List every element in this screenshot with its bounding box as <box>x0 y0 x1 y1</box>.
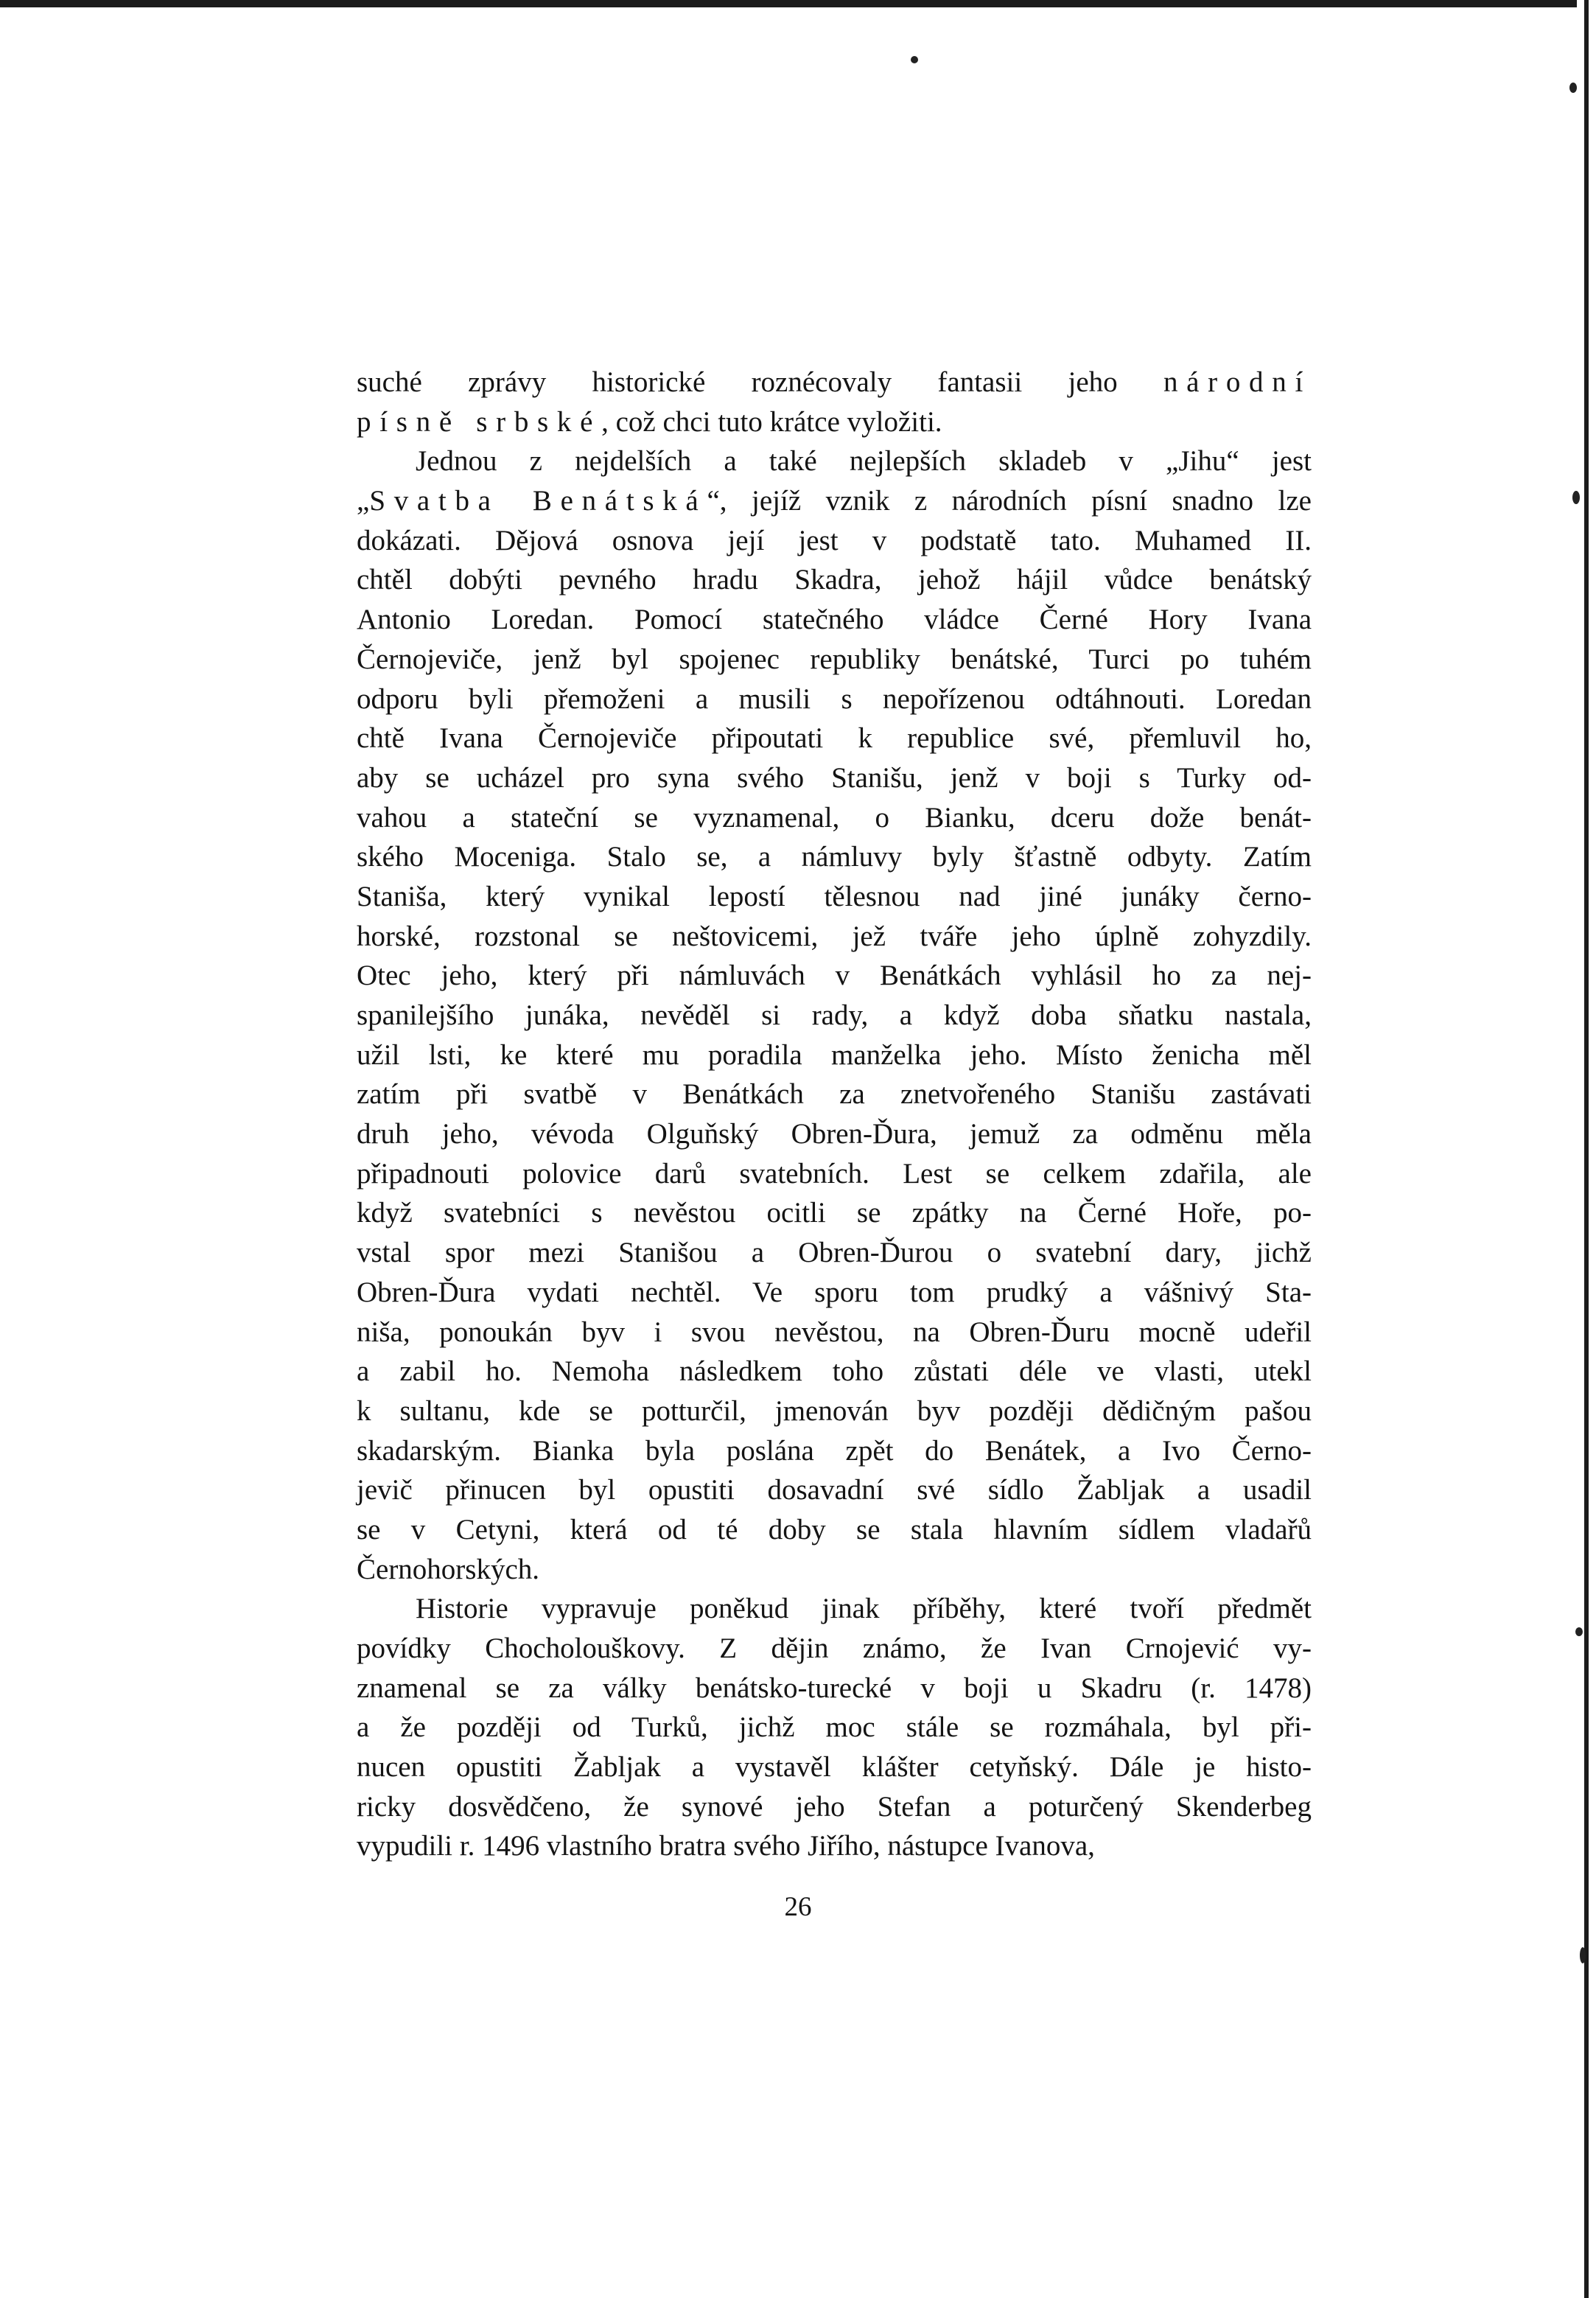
text-line <box>357 798 1312 838</box>
text-run: „ <box>357 485 370 517</box>
text-line <box>357 1193 1312 1233</box>
text-run: když svatebníci s nevěstou ocitli se zpátky na Černé Hoře, po- <box>357 1197 1312 1229</box>
text-run: vypudili r. 1496 vlastního bratra svého Jiřího, nástupce Ivanova, <box>357 1830 1095 1862</box>
scan-speck <box>1569 83 1577 93</box>
paragraph <box>357 363 1312 441</box>
text-run: spanilejšího junáka, nevěděl si rady, a když doba sňatku nastala, <box>357 999 1312 1031</box>
text-run: odporu byli přemoženi a musili s nepořízenou odtáhnouti. Loredan <box>357 682 1312 715</box>
text-line <box>357 521 1312 561</box>
text-run: Obren-Ďura vydati nechtěl. Ve sporu tom prudký a vášnivý Sta- <box>357 1276 1312 1308</box>
text-run: se v Cetyni, která od té doby se stala hlavním sídlem vladařů <box>357 1513 1312 1546</box>
text-run: k sultanu, kde se potturčil, jmenován byv později dědičným pašou <box>357 1394 1312 1427</box>
text-run: Historie vypravuje poněkud jinak příběhy, které tvoří předmět <box>416 1593 1312 1625</box>
text-run: “, jejíž vznik z národních písní snadno lze <box>707 485 1312 517</box>
page-number: 26 <box>784 1892 812 1922</box>
text-run: zatím při svatbě v Benátkách za znetvořeného Stanišu zastávati <box>357 1078 1312 1111</box>
text-run: povídky Chocholouškovy. Z dějin známo, že Ivan Crnojević vy- <box>357 1632 1312 1664</box>
body-text <box>357 363 1312 1866</box>
text-line <box>357 956 1312 996</box>
text-line <box>357 917 1312 957</box>
text-run: Černohorských. <box>357 1553 540 1585</box>
text-run: ského Moceniga. Stalo se, a námluvy byly šťastně odbyty. Zatím <box>357 841 1312 873</box>
text-run: nucen opustiti Žabljak a vystavěl klášter cetyňský. Dále je histo- <box>357 1751 1312 1784</box>
text-run: horské, rozstonal se neštovicemi, jež tváře jeho úplně zohyzdily. <box>357 920 1312 952</box>
text-run: suché zprávy historické roznécovaly fantasii jeho <box>357 366 1163 398</box>
text-run: vahou a stateční se vyznamenal, o Bianku, dceru dože benát- <box>357 801 1312 834</box>
text-run: chtě Ivana Černojeviče připoutati k republice své, přemluvil ho, <box>357 722 1312 755</box>
text-run: aby se ucházel pro syna svého Stanišu, jenž v boji s Turky od- <box>357 761 1312 794</box>
text-line <box>357 1669 1312 1708</box>
text-run: užil lsti, ke které mu poradila manželka jeho. Místo ženicha měl <box>357 1038 1312 1071</box>
text-run: chtěl dobýti pevného hradu Skadra, jehož hájil vůdce benátský <box>357 564 1312 596</box>
text-line <box>357 1510 1312 1550</box>
text-line <box>357 1075 1312 1114</box>
spaced-emphasis: písně srbské <box>357 405 602 438</box>
text-line <box>357 1787 1312 1827</box>
text-line <box>357 1233 1312 1273</box>
text-line <box>357 1629 1312 1669</box>
text-line <box>357 758 1312 798</box>
text-run: Černojeviče, jenž byl spojenec republiky benátské, Turci po tuhém <box>357 643 1312 675</box>
paragraph <box>357 1589 1312 1866</box>
text-run: Staniša, který vynikal lepostí tělesnou nad jiné junáky černo- <box>357 880 1312 912</box>
text-line <box>357 1470 1312 1510</box>
text-line <box>357 837 1312 877</box>
text-run: Otec jeho, který při námluvách v Benátkách vyhlásil ho za nej- <box>357 960 1312 992</box>
text-line <box>357 560 1312 600</box>
text-run: niša, ponoukán byv i svou nevěstou, na Obren-Ďuru mocně udeřil <box>357 1316 1312 1348</box>
text-run: a zabil ho. Nemoha následkem toho zůstati déle ve vlasti, utekl <box>357 1355 1312 1388</box>
text-line <box>357 680 1312 719</box>
text-line <box>357 402 1312 442</box>
scan-speck <box>911 56 918 63</box>
text-run: znamenal se za války benátsko-turecké v boji u Skadru (r. 1478) <box>357 1672 1312 1704</box>
text-run: a že později od Turků, jichž moc stále se rozmáhala, byl při- <box>357 1711 1312 1744</box>
text-run: Jednou z nejdelších a také nejlepších skladeb v „Jihu“ jest <box>416 445 1312 478</box>
text-line <box>357 1313 1312 1352</box>
scan-speck <box>1575 1627 1583 1636</box>
text-line <box>357 1747 1312 1787</box>
text-run: , což chci tuto krátce vyložiti. <box>601 405 942 438</box>
text-line <box>357 640 1312 680</box>
scan-speck <box>1580 1947 1586 1963</box>
text-line <box>357 877 1312 917</box>
text-run: ricky dosvědčeno, že synové jeho Stefan a poturčený Skenderbeg <box>357 1790 1312 1823</box>
text-line <box>357 1708 1312 1747</box>
text-line <box>357 1391 1312 1431</box>
text-line <box>357 363 1312 402</box>
text-run: jevič přinucen byl opustiti dosavadní své sídlo Žabljak a usadil <box>357 1474 1312 1506</box>
text-line <box>357 600 1312 640</box>
text-line <box>357 1550 1312 1590</box>
text-run: skadarským. Bianka byla poslána zpět do Benátek, a Ivo Černo- <box>357 1434 1312 1467</box>
text-line <box>357 1114 1312 1154</box>
text-line <box>357 1431 1312 1471</box>
text-line <box>357 1826 1312 1866</box>
text-line <box>357 719 1312 758</box>
text-line <box>357 441 1312 481</box>
spaced-emphasis: Svatba Benátská <box>369 485 707 517</box>
text-line <box>357 996 1312 1036</box>
paragraph <box>357 441 1312 1589</box>
scan-speck <box>1572 491 1580 504</box>
text-run: dokázati. Dějová osnova její jest v podstatě tato. Muhamed II. <box>357 524 1312 556</box>
text-run: vstal spor mezi Stanišou a Obren-Ďurou o svatební dary, jichž <box>357 1237 1312 1269</box>
text-line <box>357 481 1312 521</box>
text-line <box>357 1352 1312 1391</box>
spaced-emphasis: národní <box>1163 366 1312 398</box>
text-run: Antonio Loredan. Pomocí statečného vládce Černé Hory Ivana <box>357 604 1312 636</box>
scan-border-top <box>0 0 1577 7</box>
text-line <box>357 1589 1312 1629</box>
text-line <box>357 1273 1312 1313</box>
text-line <box>357 1036 1312 1075</box>
text-run: druh jeho, vévoda Olguňský Obren-Ďura, jemuž za odměnu měla <box>357 1118 1312 1150</box>
text-run: připadnouti polovice darů svatebních. Lest se celkem zdařila, ale <box>357 1157 1312 1190</box>
text-line <box>357 1154 1312 1194</box>
